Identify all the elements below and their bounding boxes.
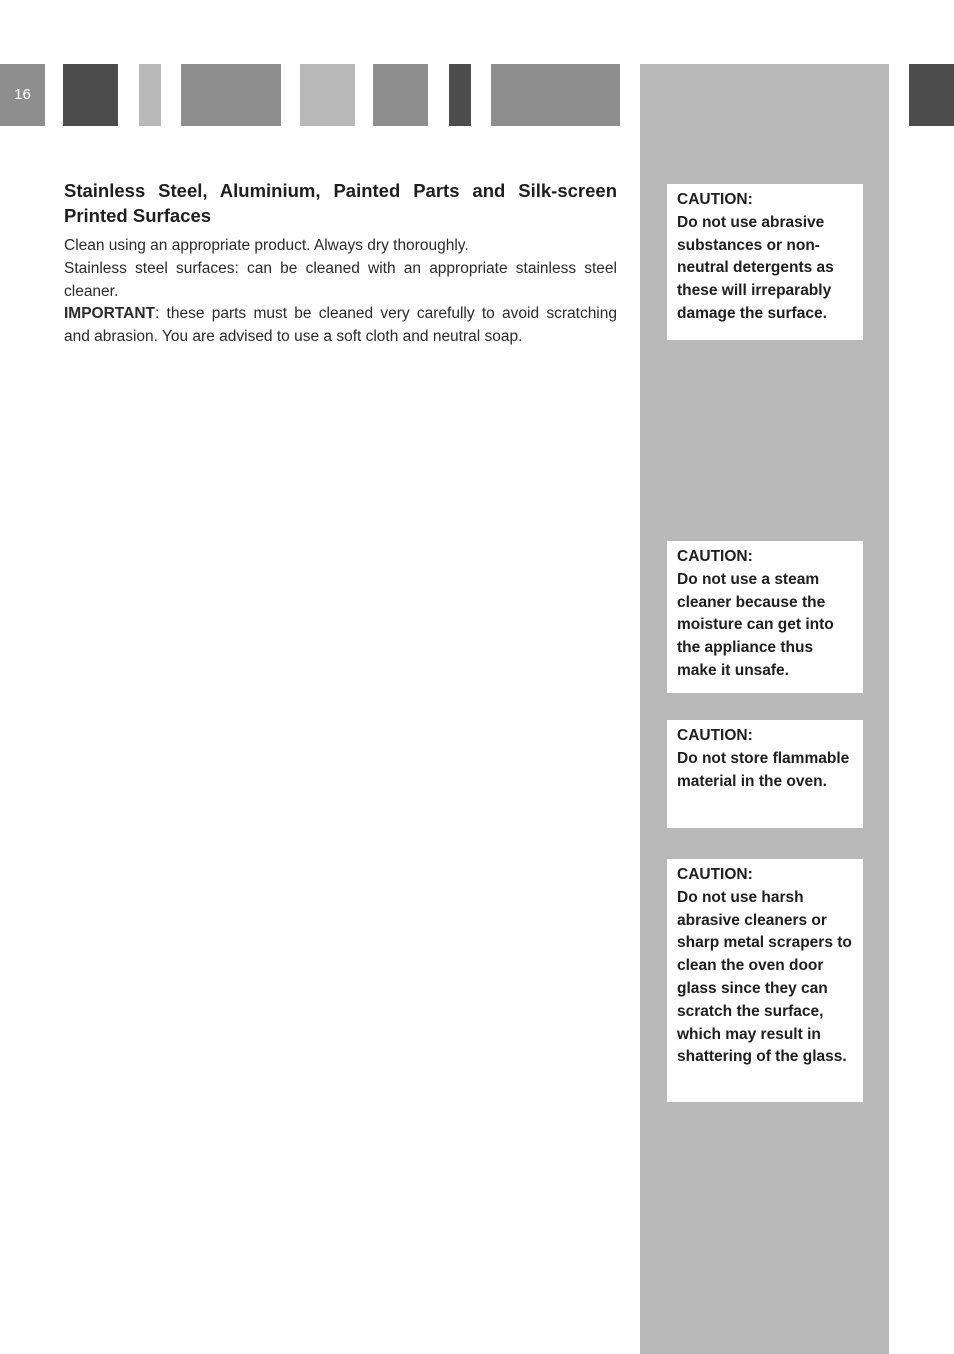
header-block — [63, 64, 118, 126]
caution-text: Do not store flammable material in the oven. — [677, 749, 850, 790]
page-number: 16 — [0, 64, 45, 126]
paragraph-stainless: Stainless steel surfaces: can be cleaned with an appropriate stainless steel cleaner. — [64, 259, 617, 300]
caution-text: Do not use abrasive substances or non-neutral detergents as these will irreparably damage the surface. — [677, 213, 834, 322]
header-block — [373, 64, 428, 126]
caution-text: Do not use harsh abrasive cleaners or sharp metal scrapers to clean the oven door glass since they can scratch the surface, which may result in shattering of the glass. — [677, 888, 852, 1066]
important-label: IMPORTANT — [64, 305, 155, 323]
caution-title: CAUTION: — [677, 866, 753, 883]
caution-title: CAUTION: — [677, 191, 753, 208]
caution-box-glass — [667, 859, 863, 1102]
header-block — [139, 64, 161, 126]
caution-text: Do not use a steam cleaner because the moisture can get into the appliance thus make it unsafe. — [677, 570, 834, 679]
section-heading: Stainless Steel, Aluminium, Painted Parts and Silk-screen Printed Surfaces — [64, 180, 617, 226]
header-block — [181, 64, 281, 126]
caution-title: CAUTION: — [677, 548, 753, 565]
important-text: : these parts must be cleaned very carefully to avoid scratching and abrasion. You are advised to use a soft cloth and neutral soap. — [64, 305, 617, 346]
caution-box-steam — [667, 541, 863, 693]
caution-box-flammable — [667, 720, 863, 828]
paragraph-important — [64, 303, 617, 349]
header-block — [300, 64, 355, 126]
paragraph-clean: Clean using an appropriate product. Always dry thoroughly. — [64, 237, 469, 254]
header-block — [449, 64, 471, 126]
caution-title: CAUTION: — [677, 727, 753, 744]
caution-box-abrasive — [667, 184, 863, 340]
header-block — [909, 64, 954, 126]
main-content — [64, 178, 617, 349]
header-block — [491, 64, 620, 126]
